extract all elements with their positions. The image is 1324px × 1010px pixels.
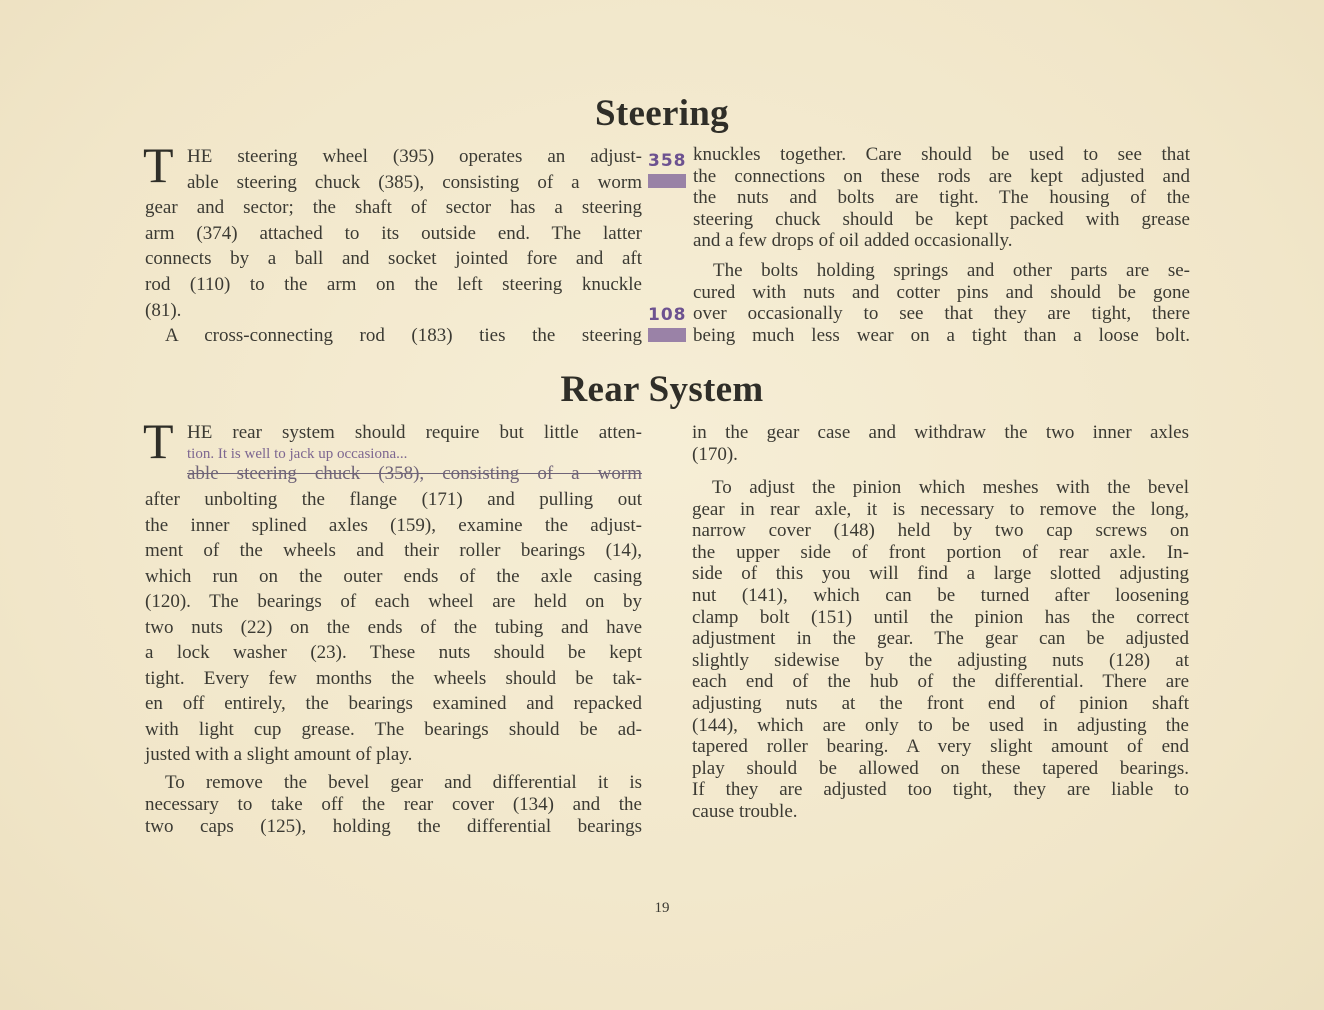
text-line: (144), which are only to be used in adjusting the [692, 714, 1189, 736]
struck-through-line: able steering chuck (358), consisting of a worm [187, 463, 642, 484]
stamp-mark [648, 174, 686, 188]
text-line: slightly sidewise by the adjusting nuts (128) at [692, 649, 1189, 671]
text-line: being much less wear on a tight than a loose bolt. [693, 324, 1190, 346]
text-line: clamp bolt (151) until the pinion has the correct [692, 606, 1189, 628]
page-number: 19 [654, 900, 670, 916]
text-line: the connections on these rods are kept adjusted and [693, 165, 1190, 187]
text-line: with light cup grease. The bearings should be ad- [145, 718, 642, 740]
text-line: (170). [692, 443, 738, 465]
text-line: gear and sector; the shaft of sector has a steering [145, 197, 642, 219]
text-line: after unbolting the flange (171) and pulling out [145, 489, 642, 510]
text-line: The bolts holding springs and other parts are se- [713, 260, 1190, 281]
text-line: arm (374) attached to its outside end. The latter [145, 222, 642, 244]
text-line: (120). The bearings of each wheel are held on by [145, 591, 642, 612]
text-line: To remove the bevel gear and differential it is [165, 772, 642, 793]
heading-rear-system: Rear System [560, 369, 764, 410]
text-line: ment of the wheels and their roller bearings (14), [145, 540, 642, 561]
text-line: able steering chuck (385), consisting of a worm [187, 171, 642, 193]
text-line: which run on the outer ends of the axle casing [145, 565, 642, 587]
text-line: HE steering wheel (395) operates an adjust- [187, 146, 642, 167]
text-line: A cross-connecting rod (183) ties the steering [165, 325, 642, 347]
text-line: adjustment in the gear. The gear can be adjusted [692, 628, 1189, 650]
text-line: over occasionally to see that they are tight, there [693, 303, 1190, 325]
text-line: gear in rear axle, it is necessary to remove the long, [692, 498, 1189, 520]
text-line: rod (110) to the arm on the left steering knuckle [145, 274, 642, 295]
text-line: narrow cover (148) held by two cap screws on [692, 520, 1189, 542]
drop-cap: T [143, 137, 174, 193]
text-line: To adjust the pinion which meshes with the bevel [712, 477, 1189, 498]
text-line: nut (141), which can be turned after loosening [692, 585, 1189, 606]
stamp-mark [648, 328, 686, 342]
overprint-text: tion. It is well to jack up occasiona... [187, 446, 408, 462]
stamp-number: 108 [648, 305, 687, 325]
text-line: the nuts and bolts are tight. The housing of the [693, 187, 1190, 209]
heading-steering: Steering [595, 93, 729, 134]
text-line: steering chuck should be kept packed with grease [693, 208, 1190, 230]
text-line: a lock washer (23). These nuts should be kept [145, 642, 642, 663]
text-line: two caps (125), holding the differential bearings [145, 816, 642, 837]
stamp-number: 358 [648, 151, 687, 171]
text-line: HE rear system should require but little atten- [187, 422, 642, 443]
text-line: knuckles together. Care should be used to see that [693, 144, 1190, 165]
text-line: necessary to take off the rear cover (134) and the [145, 794, 642, 815]
text-line: adjusting nuts at the front end of pinion shaft [692, 693, 1189, 714]
drop-cap: T [143, 413, 174, 469]
text-line: justed with a slight amount of play. [145, 744, 413, 765]
text-line: en off entirely, the bearings examined and repacked [145, 693, 642, 714]
text-line: side of this you will find a large slotted adjusting [692, 563, 1189, 585]
text-line: each end of the hub of the differential. There are [692, 671, 1189, 693]
text-line: (81). [145, 299, 182, 321]
text-line: cured with nuts and cotter pins and should be gone [693, 281, 1190, 303]
text-line: the inner splined axles (159), examine the adjust- [145, 514, 642, 536]
text-line: tapered roller bearing. A very slight amount of end [692, 736, 1189, 758]
text-line: in the gear case and withdraw the two inner axles [692, 422, 1189, 443]
text-line: cause trouble. [692, 801, 798, 822]
text-line: and a few drops of oil added occasionally. [693, 230, 1013, 252]
text-line: the upper side of front portion of rear axle. In- [692, 541, 1189, 563]
text-line: connects by a ball and socket jointed fore and aft [145, 248, 642, 270]
text-line: If they are adjusted too tight, they are liable to [692, 779, 1189, 801]
text-line: play should be allowed on these tapered bearings. [692, 757, 1189, 779]
text-line: tight. Every few months the wheels should be tak- [145, 667, 642, 689]
text-line: two nuts (22) on the ends of the tubing and have [145, 616, 642, 638]
